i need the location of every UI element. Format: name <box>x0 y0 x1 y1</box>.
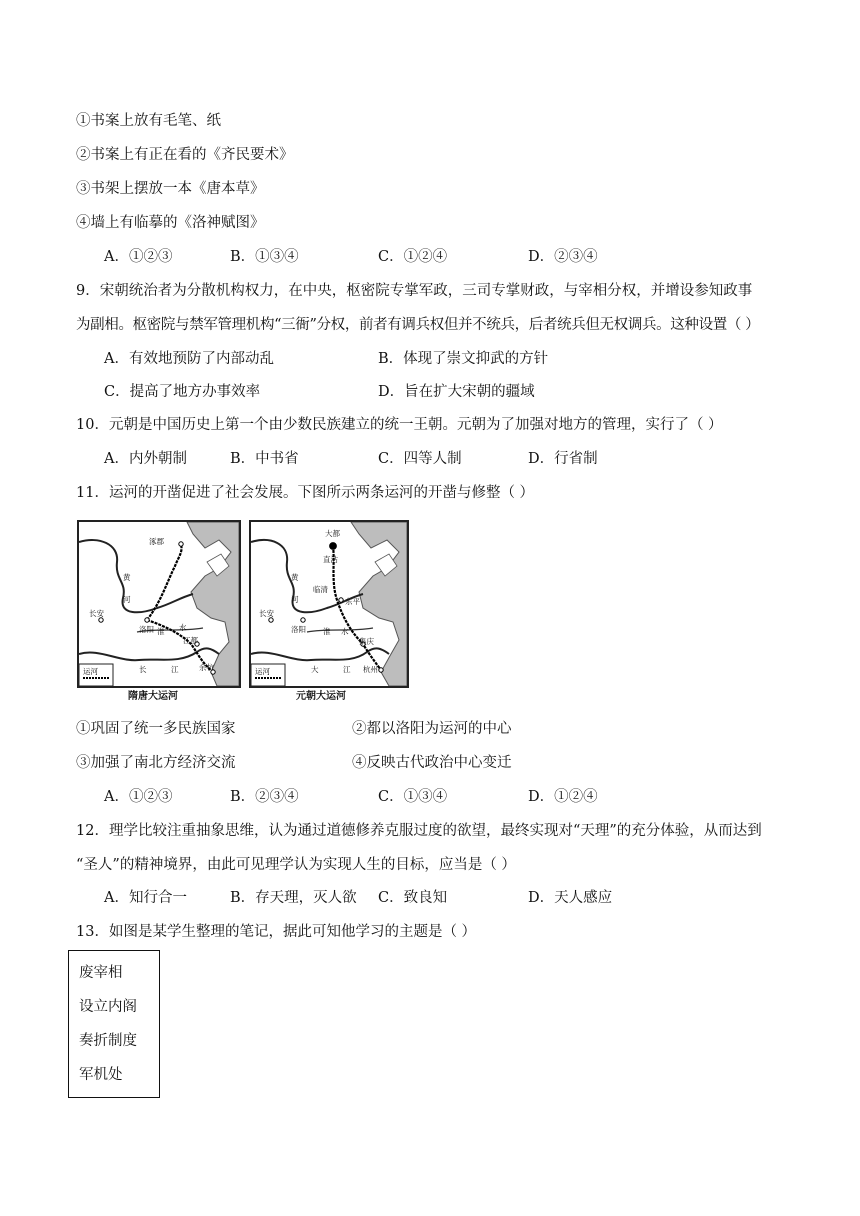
q11-option-d[interactable]: D．①②④ <box>528 789 598 805</box>
q10-stem: 10．元朝是中国历史上第一个由少数民族建立的统一王朝。元朝为了加强对地方的管理，实行了（ ） <box>76 417 723 433</box>
q11-option-b[interactable]: B．②③④ <box>230 789 299 805</box>
place-label: 杭州 <box>363 665 378 674</box>
place-label: 东平 <box>345 597 360 606</box>
place-label: 淮 <box>323 627 331 636</box>
place-label: 河 <box>123 595 131 604</box>
place-label: 大都 <box>325 529 340 538</box>
note-item: 废宰相 <box>79 965 123 981</box>
q11-item-1: ①巩固了统一多民族国家 <box>76 721 236 737</box>
q9-option-d[interactable]: D．旨在扩大宋朝的疆域 <box>378 384 535 400</box>
q10-option-b[interactable]: B．中书省 <box>230 451 299 467</box>
place-label: 江 <box>343 665 351 674</box>
q10-option-c[interactable]: C．四等人制 <box>378 451 462 467</box>
q8-option-b[interactable]: B．①③④ <box>230 249 299 265</box>
q11-stem: 11．运河的开凿促进了社会发展。下图所示两条运河的开凿与修整（ ） <box>76 485 535 501</box>
note-item: 设立内阁 <box>79 999 137 1015</box>
q12-option-a[interactable]: A．知行合一 <box>104 890 187 906</box>
place-label: 临清 <box>313 585 328 594</box>
place-label: 河 <box>291 595 299 604</box>
place-label: 余杭 <box>199 663 214 672</box>
place-label: 黄 <box>123 573 131 582</box>
place-label: 水 <box>341 627 349 636</box>
q12-stem-line-2: “圣人”的精神境界，由此可见理学认为实现人生的目标，应当是（ ） <box>76 857 516 873</box>
q8-item-4: ④墙上有临摹的《洛神赋图》 <box>76 215 265 231</box>
place-label: 集庆 <box>359 637 374 646</box>
q12-option-c[interactable]: C．致良知 <box>378 890 448 906</box>
place-label: 涿郡 <box>149 537 164 546</box>
q13-stem: 13．如图是某学生整理的笔记，据此可知他学习的主题是（ ） <box>76 924 477 940</box>
place-label: 江 <box>171 665 179 674</box>
study-notes-box <box>68 950 160 1098</box>
map-yuan-canal <box>249 520 409 688</box>
q11-option-a[interactable]: A．①②③ <box>104 789 173 805</box>
map-caption-yuan: 元朝大运河 <box>296 691 346 702</box>
q11-option-c[interactable]: C．①③④ <box>378 789 448 805</box>
place-label: 大 <box>311 665 319 674</box>
place-label: 洛阳 <box>139 625 154 634</box>
place-label: 淮 <box>157 627 165 636</box>
map-yuan-drawing <box>251 522 407 686</box>
q8-item-2: ②书案上有正在看的《齐民要术》 <box>76 147 294 163</box>
q8-option-a[interactable]: A．①②③ <box>104 249 173 265</box>
q8-item-1: ①书案上放有毛笔、纸 <box>76 113 221 129</box>
place-label: 长安 <box>89 609 104 618</box>
q8-option-c[interactable]: C．①②④ <box>378 249 448 265</box>
map-legend-label: 运河 <box>83 667 98 676</box>
q10-option-d[interactable]: D．行省制 <box>528 451 598 467</box>
place-label: 黄 <box>291 573 299 582</box>
q9-option-c[interactable]: C．提高了地方办事效率 <box>104 384 261 400</box>
place-label: 长安 <box>259 609 274 618</box>
place-label: 洛阳 <box>291 625 306 634</box>
q11-item-3: ③加强了南北方经济交流 <box>76 755 236 771</box>
q8-item-3: ③书架上摆放一本《唐本草》 <box>76 181 265 197</box>
q8-option-d[interactable]: D．②③④ <box>528 249 598 265</box>
note-item: 奏折制度 <box>79 1033 137 1049</box>
map-sui-tang-canal <box>77 520 241 688</box>
place-label: 直沽 <box>323 555 338 564</box>
q9-stem-line-2: 为副相。枢密院与禁军管理机构“三衙”分权，前者有调兵权但并不统兵，后者统兵但无权调兵。这种设置（ ） <box>76 317 760 333</box>
q9-stem-line-1: 9．宋朝统治者为分散机构权力，在中央，枢密院专掌军政，三司专掌财政，与宰相分权，并增设参知政事 <box>76 283 753 299</box>
note-item: 军机处 <box>79 1067 123 1083</box>
q10-option-a[interactable]: A．内外朝制 <box>104 451 187 467</box>
q11-item-2: ②都以洛阳为运河的中心 <box>352 721 512 737</box>
q9-option-a[interactable]: A．有效地预防了内部动乱 <box>104 351 274 367</box>
place-label: 长 <box>139 665 147 674</box>
q12-option-b[interactable]: B．存天理，灭人欲 <box>230 890 357 906</box>
q12-option-d[interactable]: D．天人感应 <box>528 890 613 906</box>
q11-item-4: ④反映古代政治中心变迁 <box>352 755 512 771</box>
map-legend-label: 运河 <box>255 667 270 676</box>
place-label: 水 <box>179 623 187 632</box>
place-label: 江都 <box>183 636 198 645</box>
map-caption-sui-tang: 隋唐大运河 <box>128 691 178 702</box>
q9-option-b[interactable]: B．体现了崇文抑武的方针 <box>378 351 549 367</box>
q12-stem-line-1: 12．理学比较注重抽象思维，认为通过道德修养克服过度的欲望，最终实现对“天理”的充分体验，从而达到 <box>76 823 762 839</box>
